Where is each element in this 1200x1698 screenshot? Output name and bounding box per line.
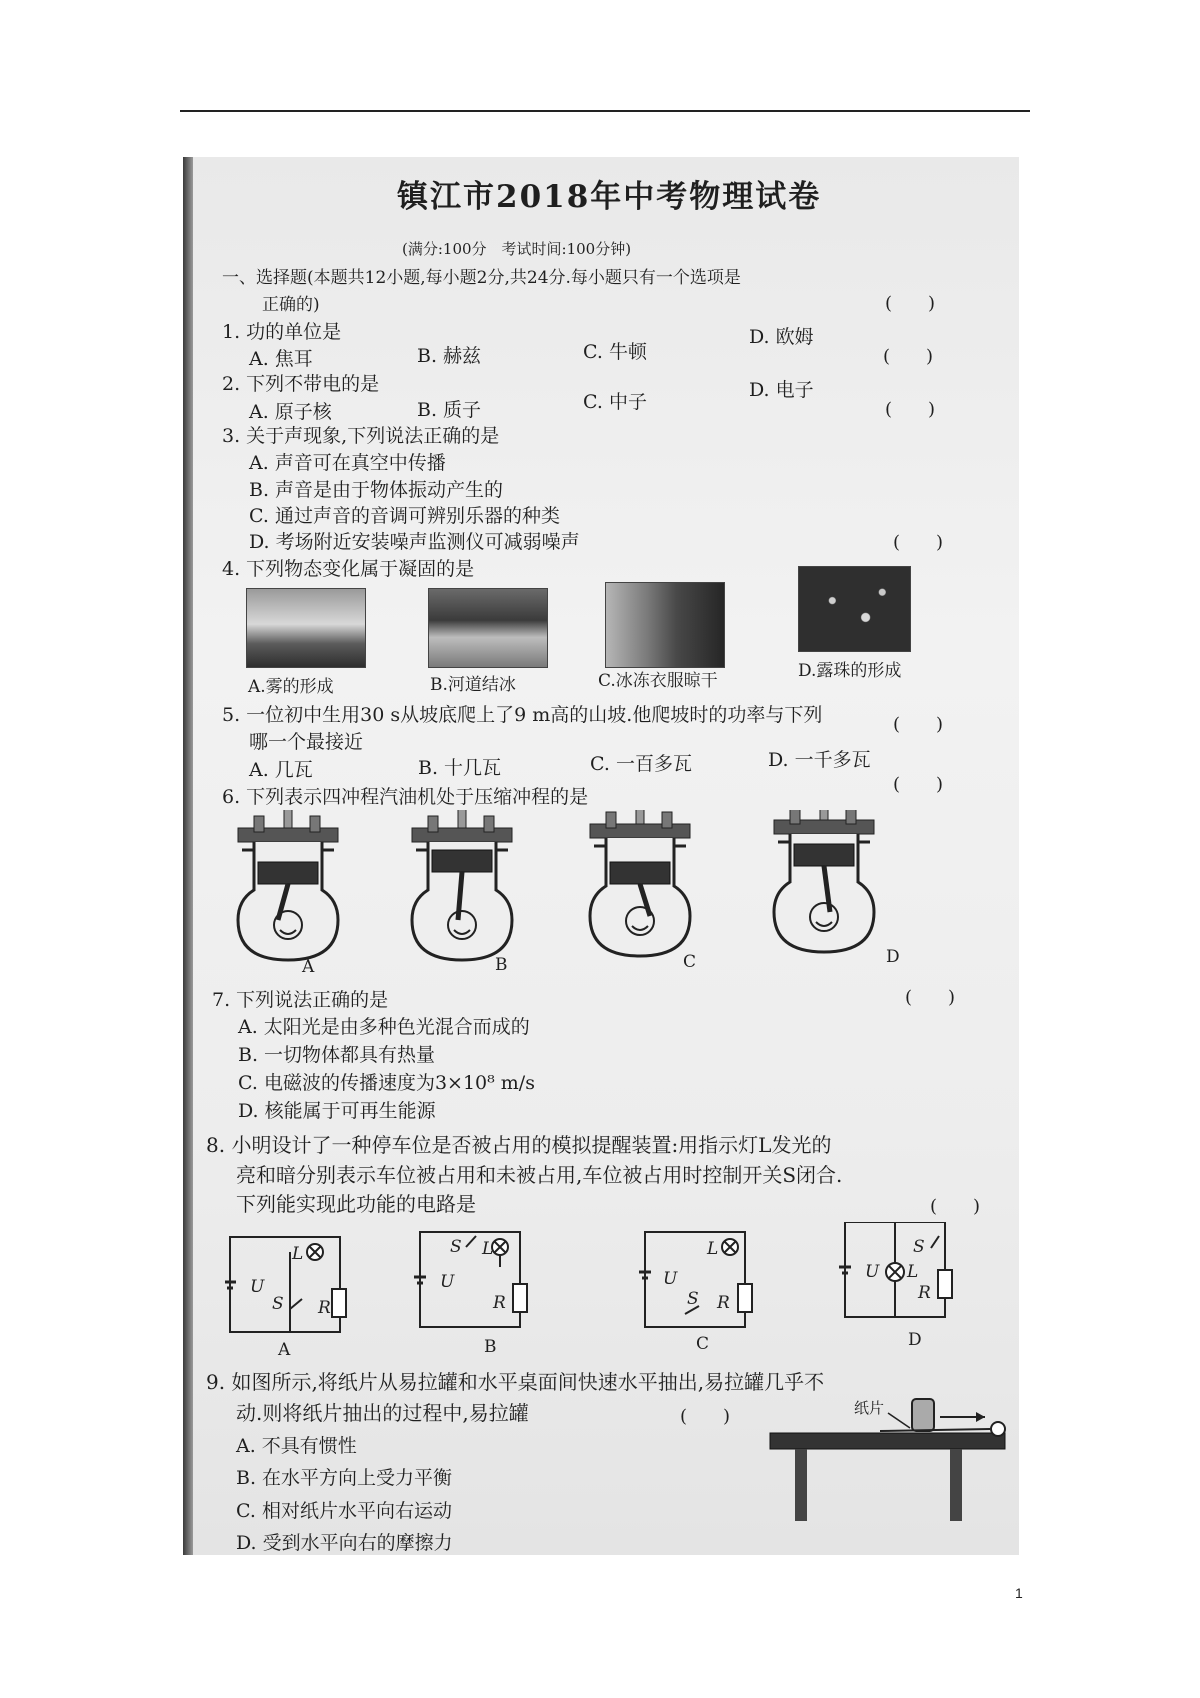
q4-answer-blank: ( ) (893, 532, 944, 553)
svg-text:L: L (707, 1239, 719, 1259)
q6-stem: 6. 下列表示四冲程汽油机处于压缩冲程的是 (222, 786, 589, 808)
svg-text:R: R (918, 1283, 931, 1303)
header-rule (180, 110, 1030, 112)
q1-option-c: C. 牛顿 (583, 341, 647, 363)
engine-c (590, 810, 690, 956)
exam-subtitle: (满分:100分 考试时间:100分钟) (402, 240, 632, 258)
section-heading-cont: 正确的) (262, 295, 320, 315)
q9-answer-blank: ( ) (680, 1406, 731, 1427)
q8-label-a: A (278, 1340, 291, 1360)
engine-diagrams (230, 810, 950, 980)
q9-stem-cont: 动.则将纸片抽出的过程中,易拉罐 (236, 1401, 529, 1425)
q8-stem-cont2: 下列能实现此功能的电路是 (236, 1192, 476, 1216)
q2-option-a: A. 原子核 (249, 401, 332, 423)
svg-text:R: R (493, 1293, 506, 1313)
q7-option-c: C. 电磁波的传播速度为3×10⁸ m/s (238, 1072, 535, 1094)
q8-label-c: C (696, 1334, 710, 1354)
q8-label-b: B (484, 1337, 497, 1357)
q3-option-b: B. 声音是由于物体振动产生的 (249, 479, 504, 501)
q3-option-d: D. 考场附近安装噪声监测仪可减弱噪声 (249, 531, 580, 553)
q3-answer-blank: ( ) (885, 399, 936, 420)
frozen-river-photo (428, 588, 548, 668)
q4-option-d: D.露珠的形成 (798, 661, 902, 681)
can-table-figure (760, 1395, 1020, 1525)
circuit-a (225, 1237, 346, 1332)
svg-text:S: S (272, 1294, 284, 1314)
q7-option-a: A. 太阳光是由多种色光混合而成的 (238, 1016, 530, 1038)
q8-stem: 8. 小明设计了一种停车位是否被占用的模拟提醒装置:用指示灯L发光的 (206, 1133, 832, 1157)
q5-option-b: B. 十几瓦 (418, 757, 502, 779)
q8-answer-blank: ( ) (930, 1196, 981, 1217)
q5-option-a: A. 几瓦 (249, 759, 313, 781)
q9-option-b: B. 在水平方向上受力平衡 (236, 1467, 453, 1489)
q7-option-b: B. 一切物体都具有热量 (238, 1044, 436, 1066)
circuit-b (414, 1232, 527, 1327)
q6-answer-blank: ( ) (893, 774, 944, 795)
q5-stem-cont: 哪一个最接近 (249, 731, 364, 753)
section-heading: 一、选择题(本题共12小题,每小题2分,共24分.每小题只有一个选项是 (222, 268, 741, 288)
q4-option-a: A.雾的形成 (248, 677, 334, 697)
exam-title: 镇江市2018年中考物理试卷 (397, 179, 822, 215)
svg-text:L: L (907, 1262, 919, 1282)
circuit-d (839, 1222, 952, 1317)
q9-option-a: A. 不具有惯性 (236, 1435, 357, 1457)
q1-option-d: D. 欧姆 (749, 326, 814, 348)
q2-option-c: C. 中子 (583, 391, 647, 413)
engine-a (238, 810, 338, 960)
q9-option-c: C. 相对纸片水平向右运动 (236, 1500, 452, 1522)
q1-option-b: B. 赫兹 (417, 345, 482, 367)
figure-label-paper: 纸片 (854, 1399, 885, 1417)
q6-label-d: D (886, 947, 900, 967)
q6-label-c: C (683, 952, 697, 972)
svg-text:S: S (913, 1237, 925, 1257)
circuit-diagrams (225, 1222, 975, 1352)
engine-d (774, 810, 874, 952)
q7-stem: 7. 下列说法正确的是 (212, 989, 389, 1011)
q3-option-c: C. 通过声音的音调可辨别乐器的种类 (249, 505, 560, 527)
frozen-clothes-photo (605, 582, 725, 668)
q4-option-b: B.河道结冰 (430, 675, 516, 695)
q7-answer-blank: ( ) (905, 987, 956, 1008)
q6-label-b: B (495, 955, 508, 975)
fog-photo (246, 588, 366, 668)
svg-text:U: U (663, 1269, 678, 1289)
circuit-c (639, 1232, 752, 1327)
q4-stem: 4. 下列物态变化属于凝固的是 (222, 558, 475, 580)
q7-option-d: D. 核能属于可再生能源 (238, 1100, 436, 1122)
q1-stem: 1. 功的单位是 (222, 321, 342, 343)
q4-option-c: C.冰冻衣服晾干 (598, 671, 718, 691)
q1-answer-blank: ( ) (885, 293, 936, 314)
q8-label-d: D (908, 1330, 922, 1350)
page-number: 1 (1015, 1585, 1023, 1601)
q5-option-d: D. 一千多瓦 (768, 749, 871, 771)
svg-text:S: S (687, 1289, 699, 1309)
binding-edge (183, 157, 193, 1555)
q1-option-a: A. 焦耳 (249, 348, 313, 370)
q5-stem: 5. 一位初中生用30 s从坡底爬上了9 m高的山坡.他爬坡时的功率与下列 (222, 704, 823, 726)
svg-text:R: R (717, 1293, 730, 1313)
svg-text:L: L (482, 1239, 494, 1259)
engine-b (412, 810, 512, 960)
q5-answer-blank: ( ) (893, 714, 944, 735)
dew-photo (798, 566, 911, 652)
q2-stem: 2. 下列不带电的是 (222, 373, 380, 395)
q8-stem-cont: 亮和暗分别表示车位被占用和未被占用,车位被占用时控制开关S闭合. (236, 1163, 843, 1187)
svg-text:U: U (865, 1262, 880, 1282)
q5-option-c: C. 一百多瓦 (590, 753, 692, 775)
svg-text:R: R (318, 1298, 331, 1318)
svg-text:U: U (440, 1272, 455, 1292)
svg-text:L: L (292, 1244, 304, 1264)
q2-answer-blank: ( ) (883, 346, 934, 367)
q6-label-a: A (302, 957, 315, 977)
q9-option-d: D. 受到水平向右的摩擦力 (236, 1532, 453, 1554)
svg-text:U: U (250, 1277, 265, 1297)
q3-option-a: A. 声音可在真空中传播 (249, 452, 446, 474)
svg-text:S: S (450, 1237, 462, 1257)
q3-stem: 3. 关于声现象,下列说法正确的是 (222, 425, 500, 447)
q2-option-d: D. 电子 (749, 379, 814, 401)
q9-stem: 9. 如图所示,将纸片从易拉罐和水平桌面间快速水平抽出,易拉罐几乎不 (206, 1370, 825, 1394)
q2-option-b: B. 质子 (417, 399, 482, 421)
